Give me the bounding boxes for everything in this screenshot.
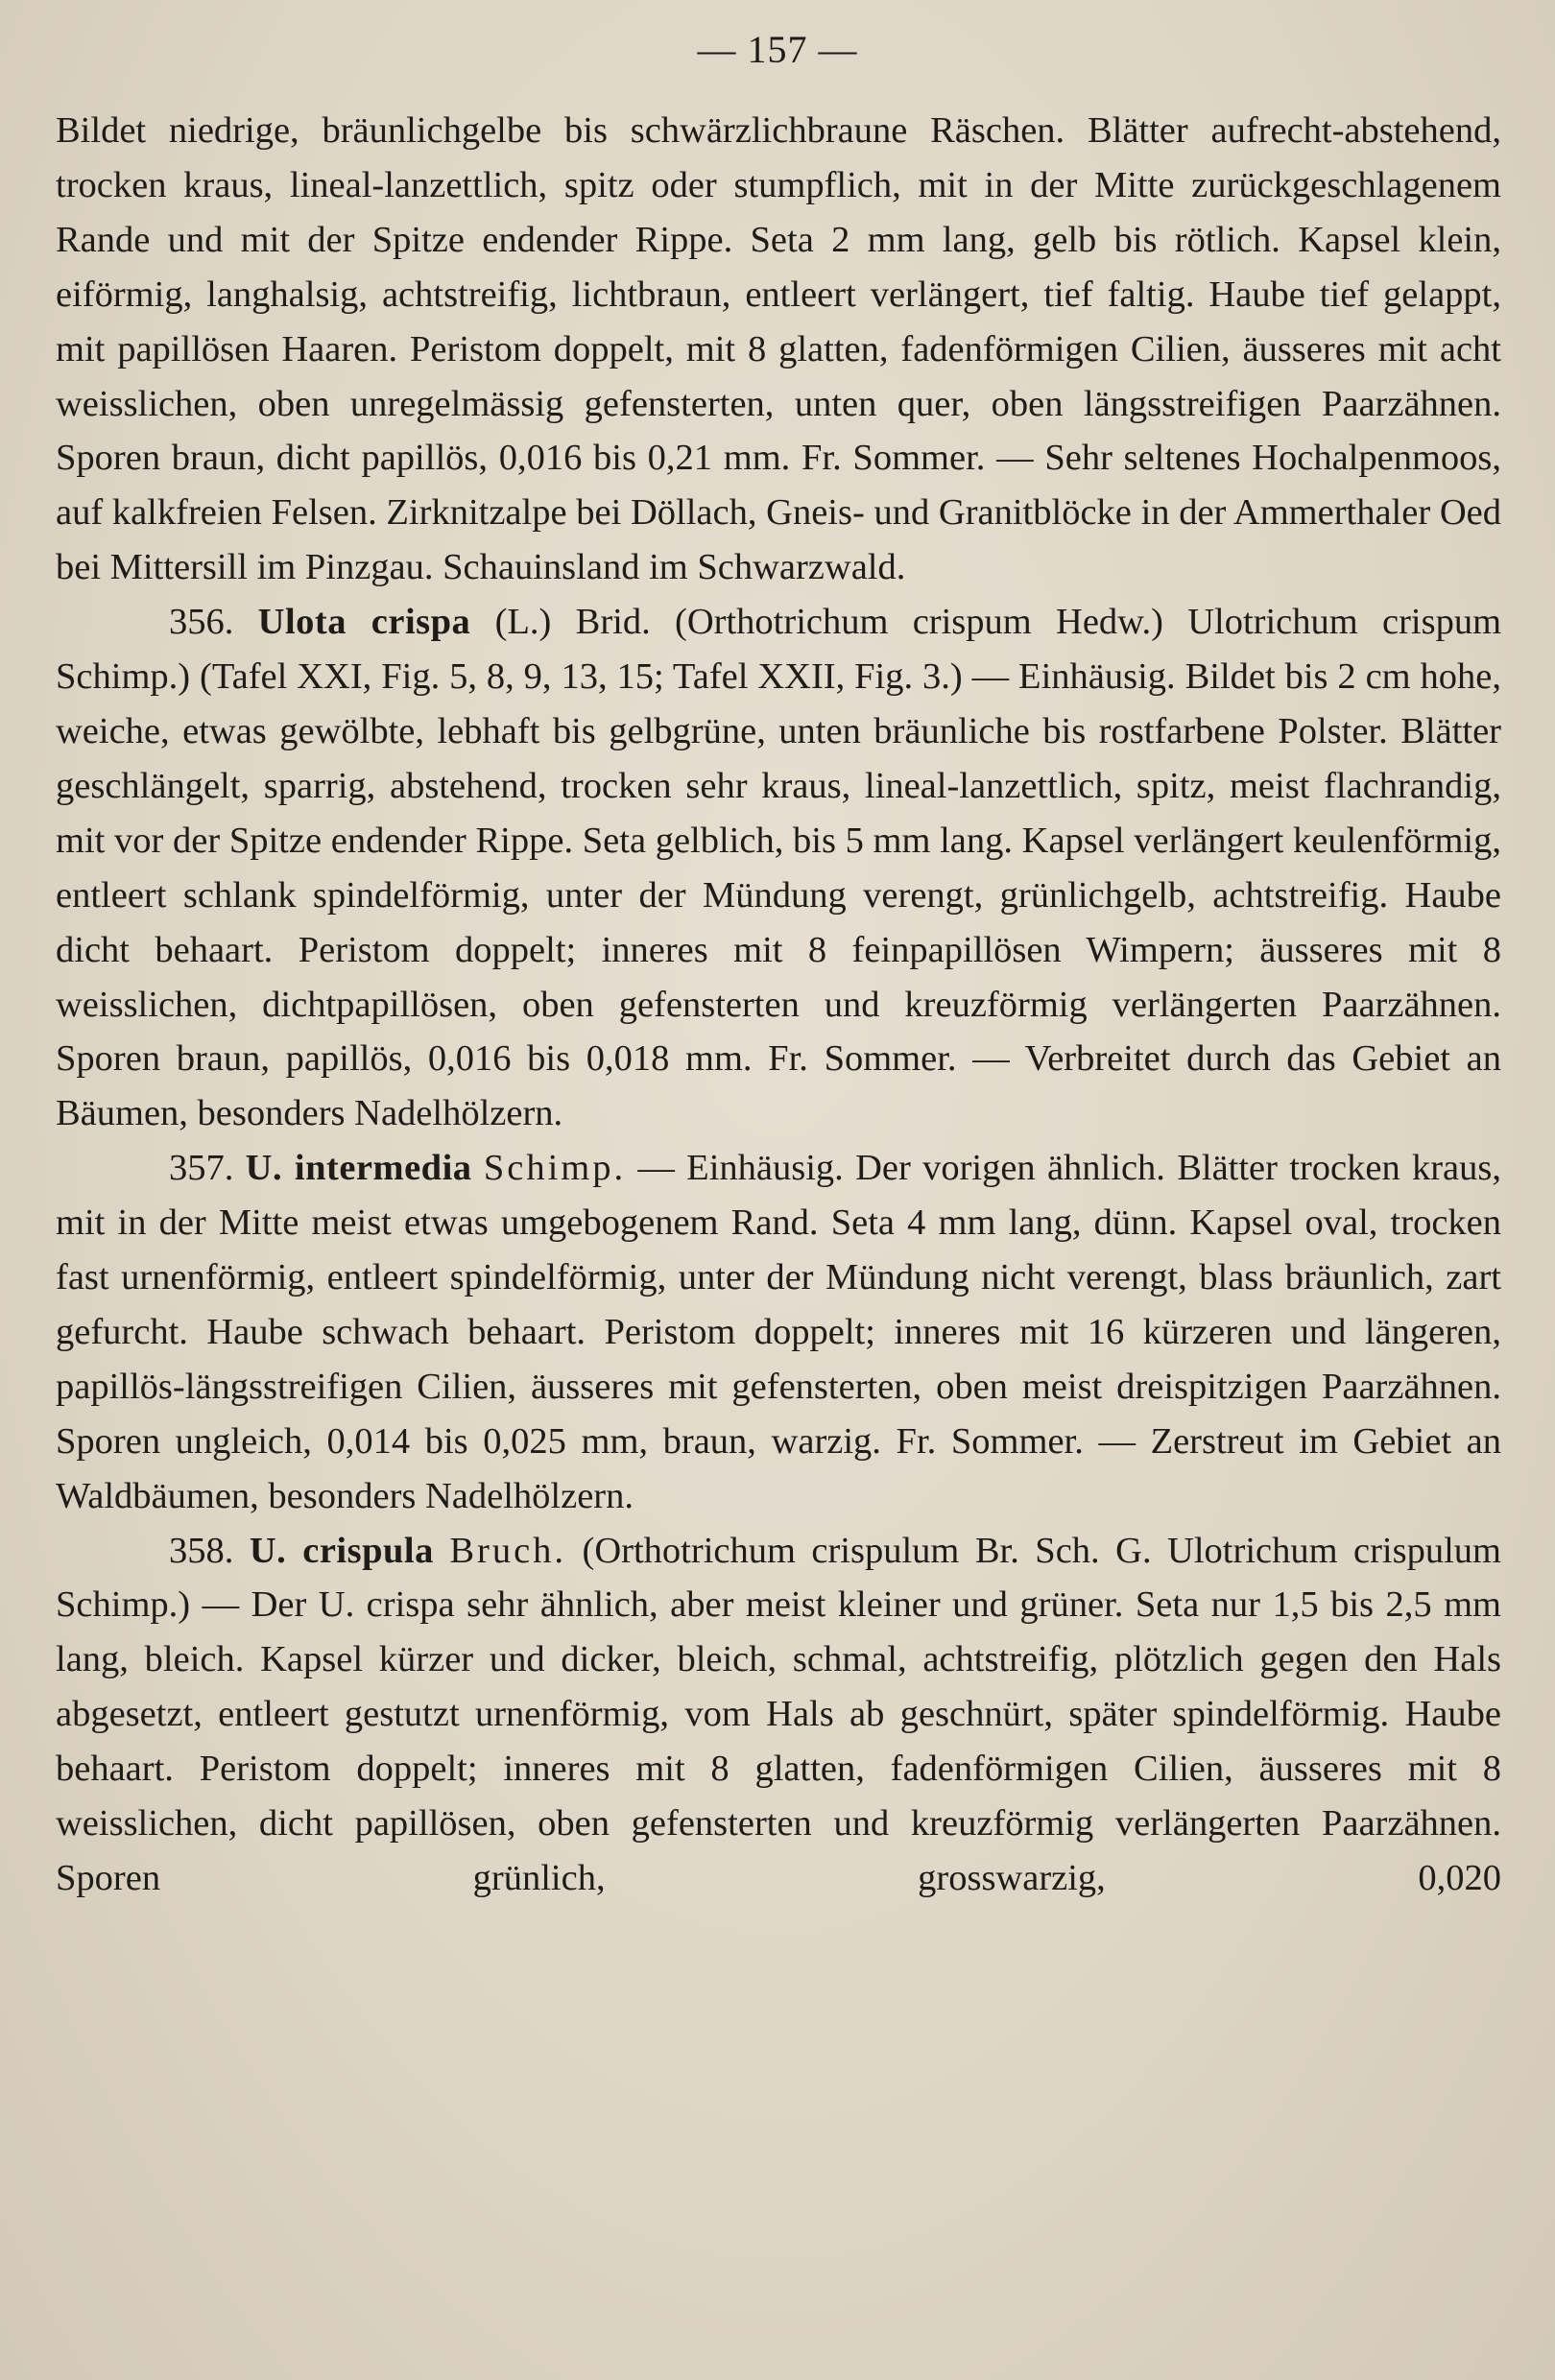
page-number: — 157 — <box>697 28 858 71</box>
paragraph-text: Bildet niedrige, bräunlichgelbe bis schwärzlichbraune Räschen. Blätter aufrecht-abstehend, trocken kraus, lineal-lanzettlich, spitz oder stumpflich, mit in der Mitte zurückgeschlagenem Rande und mit der Spitze endender Rippe. Seta 2 mm lang, gelb bis rötlich. Kapsel klein, eiförmig, langhalsig, achtstreifig, lichtbraun, entleert verlängert, tief faltig. Haube tief gelappt, mit papillösen Haaren. Peristom doppelt, mit 8 glatten, fadenförmigen Cilien, äusseres mit acht weisslichen, oben unregelmässig gefensterten, unten quer, oben längsstreifigen Paarzähnen. Sporen braun, dicht papillös, 0,016 bis 0,21 mm. Fr. Sommer. — Sehr seltenes Hochalpenmoos, auf kalkfreien Felsen. Zirknitzalpe bei Döllach, Gneis- und Granitblöcke in der Ammerthaler Oed bei Mittersill im Pinzgau. Schauinsland im Schwarzwald. <box>56 110 1501 588</box>
species-number: 357. <box>169 1148 234 1189</box>
paragraph-text: — Einhäusig. Der vorigen ähnlich. Blätter trocken kraus, mit in der Mitte meist etwas umgebogenem Rand. Seta 4 mm lang, dünn. Kapsel oval, trocken fast urnenförmig, entleert spindelförmig, unter der Mündung nicht verengt, blass bräunlich, zart gefurcht. Haube schwach behaart. Peristom doppelt; inneres mit 16 kürzeren und längeren, papillös-längsstreifigen Cilien, äusseres mit gefensterten, oben meist dreispitzigen Paarzähnen. Sporen ungleich, 0,014 bis 0,025 mm, braun, warzig. Fr. Sommer. — Zerstreut im Gebiet an Waldbäumen, besonders Nadelhölzern. <box>56 1148 1502 1516</box>
species-number: 358. <box>169 1530 234 1571</box>
paragraph-text: (Orthotrichum crispum Hedw.) Ulotrichum crispum Schimp.) (Tafel XXI, Fig. 5, 8, 9, 13, 15; Tafel XXII, Fig. 3.) — Einhäusig. Bildet bis 2 cm hohe, weiche, etwas gewölbte, lebhaft bis gelbgrüne, unten bräunliche bis rostfarbene Polster. Blätter geschlängelt, sparrig, abstehend, trocken sehr kraus, lineal-lanzettlich, spitz, meist flachrandig, mit vor der Spitze endender Rippe. Seta gelblich, bis 5 mm lang. Kapsel verlängert keulenförmig, entleert schlank spindelförmig, unter der Mündung verengt, grünlichgelb, achtstreifig. Haube dicht behaart. Peristom doppelt; inneres mit 8 feinpapillösen Wimpern; äusseres mit 8 weisslichen, dichtpapillösen, oben gefensterten und kreuzförmig verlängerten Paarzähnen. Sporen braun, papillös, 0,016 bis 0,018 mm. Fr. Sommer. — Verbreitet durch das Gebiet an Bäumen, besonders Nadelhölzern. <box>56 602 1502 1134</box>
species-author: (L.) Brid. <box>494 602 651 643</box>
species-author: Schimp. <box>483 1148 627 1189</box>
species-name: U. crispula <box>249 1530 434 1571</box>
species-name: Ulota crispa <box>257 602 471 643</box>
paragraph-species-356 <box>56 595 1501 1141</box>
paragraph-text: (Orthotrichum crispulum Br. Sch. G. Ulotrichum crispulum Schimp.) — Der U. crispa sehr ähnlich, aber meist kleiner und grüner. Seta nur 1,5 bis 2,5 mm lang, bleich. Kapsel kürzer und dicker, bleich, schmal, achtstreifig, plötzlich gegen den Hals abgesetzt, entleert gestutzt urnenförmig, vom Hals ab geschnürt, später spindelförmig. Haube behaart. Peristom doppelt; inneres mit 8 glatten, fadenförmigen Cilien, äusseres mit 8 weisslichen, dicht papillösen, oben gefensterten und kreuzförmig verlängerten Paarzähnen. Sporen grünlich, grosswarzig, 0,020 <box>56 1530 1501 1898</box>
paragraph-species-358 <box>56 1524 1501 1906</box>
species-name: U. intermedia <box>245 1148 472 1189</box>
body-text <box>56 104 1501 1906</box>
species-number: 356. <box>169 602 234 643</box>
species-author: Bruch. <box>449 1530 567 1571</box>
paragraph-species-357 <box>56 1141 1501 1523</box>
paragraph-intro <box>56 104 1501 595</box>
